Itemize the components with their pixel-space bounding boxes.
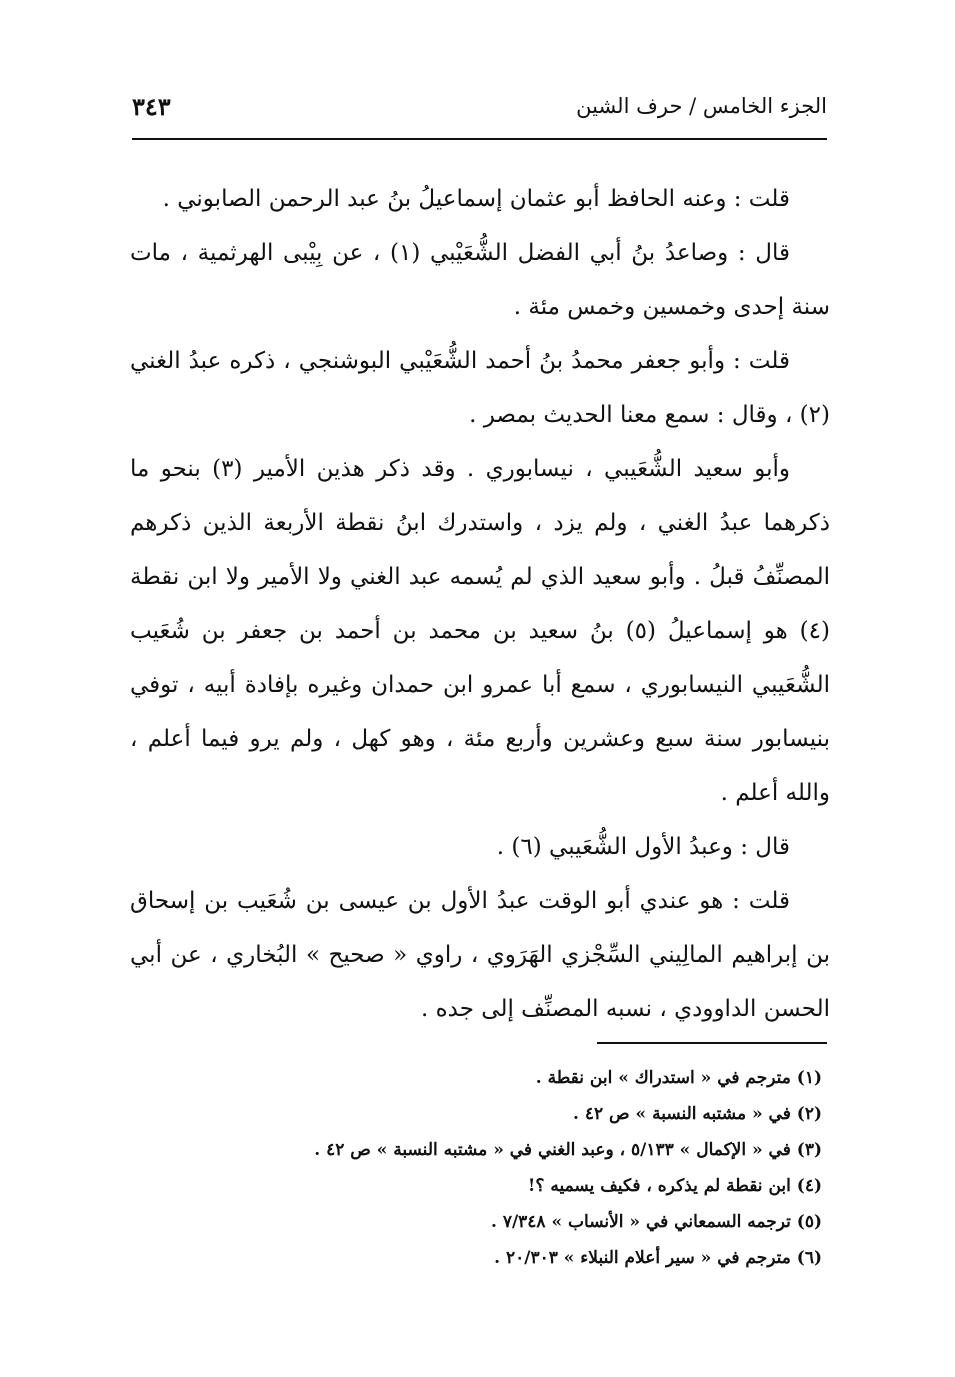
paragraph: قلت : هو عندي أبو الوقت عبدُ الأول بن عيسى بن شُعَيب بن إسحاق بن إبراهيم المالِيني السِّجْزي الهَرَوي ، راوي « صحيح » البُخاري ، عن أبي الحسن الداوودي ، نسبه المصنِّف إلى جده . (130, 888, 830, 1022)
main-text (130, 172, 830, 1036)
footnote: (٤) ابن نقطة لم يذكره ، فكيف يسميه ؟! (527, 1176, 822, 1196)
footnotes (132, 1060, 822, 1276)
paragraph: وأبو سعيد الشُّعَيبي ، نيسابوري . وقد ذكر هذين الأمير (٣) بنحو ما ذكرهما عبدُ الغني ، ولم يزد ، واستدرك ابنُ نقطة الأربعة الذين ذكرهم المصنِّفُ قبلُ . وأبو سعيد الذي لم يُسمه عبد الغني ولا الأمير ولا ابن نقطة (٤) هو إسماعيلُ (٥) بنُ سعيد بن محمد بن أحمد بن جعفر بن شُعَيب الشُّعَيبي النيسابوري ، سمع أبا عمرو ابن حمدان وغيره بإفادة أبيه ، توفي بنيسابور سنة سبع وعشرين وأربع مئة ، وهو كهل ، ولم يرو فيما أعلم ، والله أعلم . (130, 456, 830, 806)
footnote: (٥) ترجمه السمعاني في « الأنساب » ٧/٣٤٨ . (490, 1212, 822, 1232)
footnote: (٣) في « الإكمال » ٥/١٣٣ ، وعبد الغني في « مشتبه النسبة » ص ٤٢ . (314, 1140, 822, 1160)
page-number: ٣٤٣ (132, 91, 171, 121)
paragraph: قال : وصاعدُ بنُ أبي الفضل الشُّعَيْبي (١) ، عن بِيْبى الهرثمية ، مات سنة إحدى وخمسين وخمس مئة . (130, 240, 830, 320)
paragraph: قلت : وأبو جعفر محمدُ بنُ أحمد الشُّعَيْبي البوشنجي ، ذكره عبدُ الغني (٢) ، وقال : سمع معنا الحديث بمصر . (130, 348, 830, 428)
header-title: الجزء الخامس / حرف الشين (576, 94, 827, 118)
running-header (132, 86, 827, 126)
header-rule (132, 138, 827, 140)
footnote: (٦) مترجم في « سير أعلام النبلاء » ٢٠/٣٠٣ . (494, 1248, 822, 1268)
paragraph: قال : وعبدُ الأول الشُّعَيبي (٦) . (496, 834, 790, 860)
footnote-separator (597, 1042, 827, 1044)
footnote: (٢) في « مشتبه النسبة » ص ٤٢ . (573, 1104, 822, 1124)
paragraph: قلت : وعنه الحافظ أبو عثمان إسماعيلُ بنُ عبد الرحمن الصابوني . (162, 186, 790, 212)
footnote: (١) مترجم في « استدراك » ابن نقطة . (535, 1068, 822, 1088)
